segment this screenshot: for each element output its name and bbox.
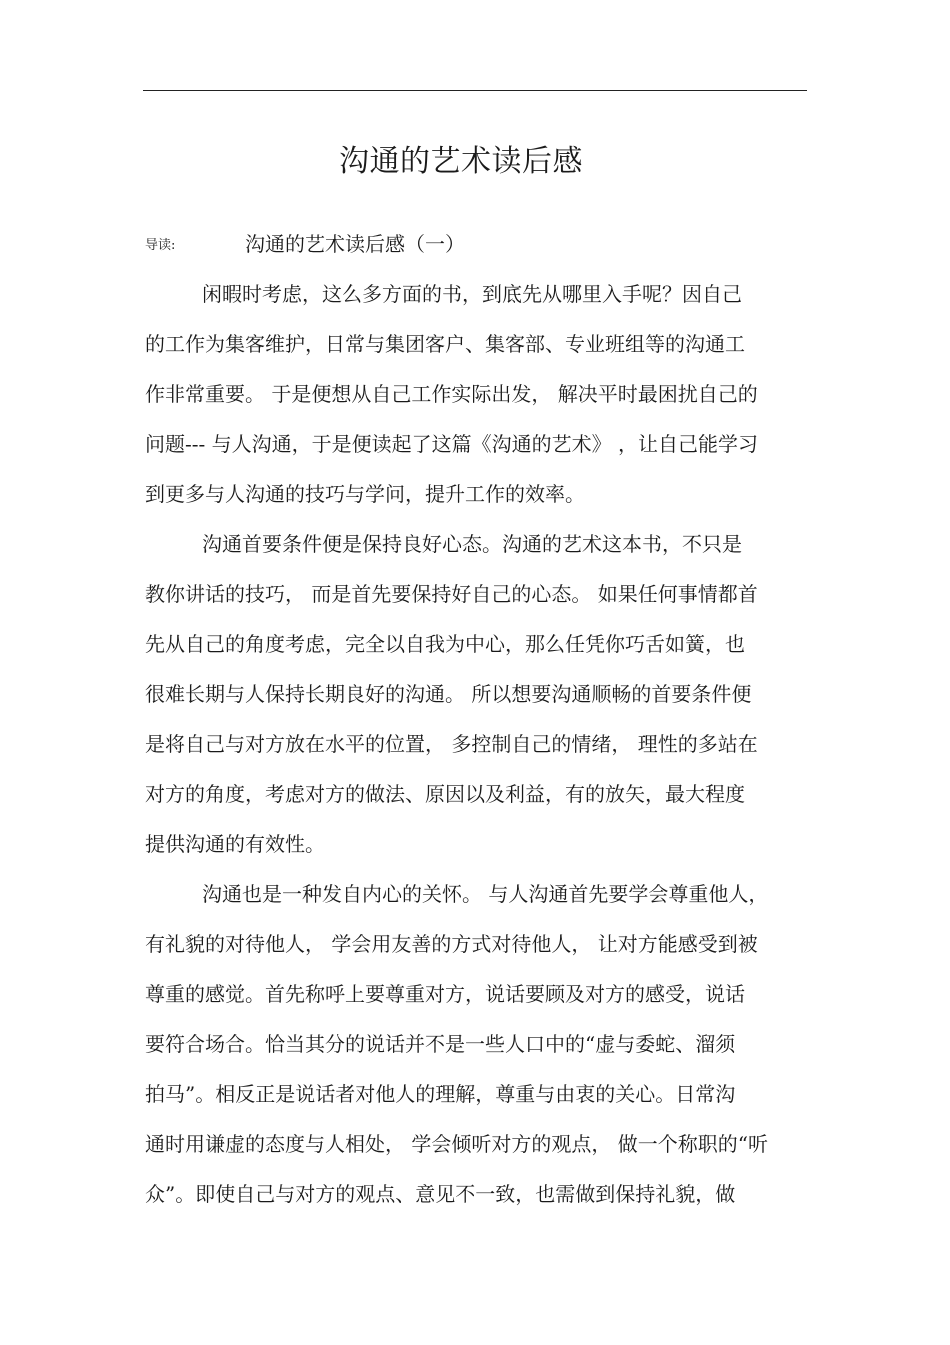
text-line: 有礼貌的对待他人， 学会用友善的方式对待他人， 让对方能感受到被 [145,932,758,956]
text-line: 先从自己的角度考虑，完全以自我为中心，那么任凭你巧舌如簧，也 [145,632,745,656]
text-line: 拍马”。相反正是说话者对他人的理解，尊重与由衷的关心。日常沟 [145,1082,736,1106]
text-line: 到更多与人沟通的技巧与学问，提升工作的效率。 [145,482,585,506]
document-title: 沟通的艺术读后感 [339,144,583,179]
guide-label: 导读: [145,238,176,253]
text-line: 作非常重要。 于是便想从自己工作实际出发， 解决平时最困扰自己的 [145,382,758,406]
text-line: 很难长期与人保持长期良好的沟通。 所以想要沟通顺畅的首要条件便 [145,682,752,706]
text-line: 问题--- 与人沟通，于是便读起了这篇《沟通的艺术》 ，让自己能学习 [145,432,758,456]
text-line: 尊重的感觉。首先称呼上要尊重对方，说话要顾及对方的感受，说话 [145,982,745,1006]
header-rule [143,90,807,91]
text-line: 闲暇时考虑，这么多方面的书，到底先从哪里入手呢？因自己 [202,282,742,306]
text-line: 对方的角度，考虑对方的做法、原因以及利益，有的放矢，最大程度 [145,782,745,806]
text-line: 提供沟通的有效性。 [145,832,325,856]
text-line: 要符合场合。恰当其分的说话并不是一些人口中的“虚与委蛇、溜须 [145,1032,736,1056]
text-line: 的工作为集客维护，日常与集团客户、集客部、专业班组等的沟通工 [145,332,745,356]
text-line: 教你讲话的技巧， 而是首先要保持好自己的心态。 如果任何事情都首 [145,582,758,606]
text-line: 是将自己与对方放在水平的位置， 多控制自己的情绪， 理性的多站在 [145,732,758,756]
text-line: 沟通也是一种发自内心的关怀。 与人沟通首先要学会尊重他人， [202,882,769,906]
text-line: 沟通首要条件便是保持良好心态。沟通的艺术这本书，不只是 [202,532,742,556]
body-text [145,277,825,1227]
text-line: 众”。即使自己与对方的观点、意见不一致，也需做到保持礼貌，做 [145,1182,736,1206]
text-line: 通时用谦虚的态度与人相处， 学会倾听对方的观点， 做一个称职的“听 [145,1132,768,1156]
guide-subtitle: 沟通的艺术读后感（一） [245,232,465,256]
